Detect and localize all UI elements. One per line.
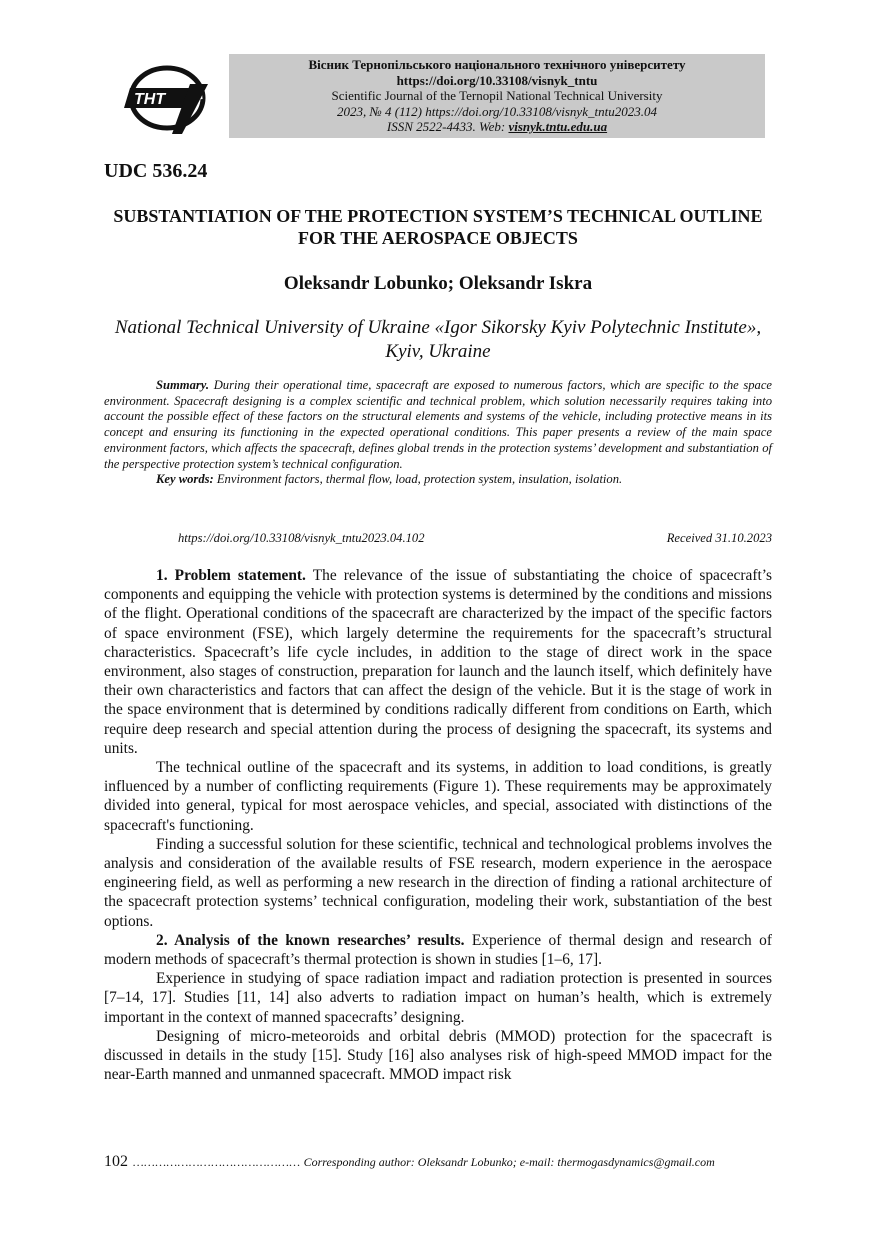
corresponding-author: Corresponding author: Oleksandr Lobunko; e-mail: thermogasdynamics@gmail.com [303, 1155, 715, 1169]
paper-authors: Oleksandr Lobunko; Oleksandr Iskra [283, 273, 593, 294]
author-affiliation: National Technical University of Ukraine «Igor Sikorsky Kyiv Polytechnic Institute», Kyiv, Ukraine [114, 317, 762, 362]
article-doi[interactable]: https://doi.org/10.33108/visnyk_tntu2023.04.102 [178, 531, 425, 545]
paragraph: Finding a successful solution for these scientific, technical and technological problems involves the analysis and consideration of the available results of FSE research, modern experience in the aerospace engineering field, as well as performing a new research in the direction of finding a rational architecture of the spacecraft protection systems’ technical configuration, modeling their work, substantiation of the best options. [104, 835, 772, 930]
section-heading: 1. Problem statement. [156, 567, 306, 584]
journal-web-link[interactable]: visnyk.tntu.edu.ua [508, 119, 608, 134]
article-doi-line [178, 531, 772, 546]
summary-label: Summary. [156, 378, 210, 392]
paragraph-text: The relevance of the issue of substantiating the choice of spacecraft’s components and equipping the vehicle with protection systems is determined by the conditions and missions of the flight. Operational conditions of the spacecraft are characterized by the impact of the specific factors of space environment (FSE), which largely determine the requirements for the spacecraft’s structural characteristics. Spacecraft’s life cycle includes, in addition to the stage of direct work in the space environment, also stages of construction, preparation for launch and the launch itself, which definitely have their own characteristics and factors that can affect the design of the vehicle. But it is the stage of work in the space environment that is determined by conditions radically different from conditions on Earth, which require deep research and special attention during the process of designing the spacecraft, its systems and units. [104, 567, 773, 757]
logo-text: ТНТ [134, 91, 166, 108]
paragraph: Experience in studying of space radiation impact and radiation protection is presented in sources [7–14, 17]. Studies [11, 14] also adverts to radiation impact on human’s health, which is extremely important in the context of manned spacecrafts’ designing. [104, 970, 772, 1026]
keywords-label: Key words: [156, 472, 214, 487]
udc-code: UDC 536.24 [104, 160, 208, 182]
section-heading: 2. Analysis of the known researches’ results. [156, 931, 465, 949]
footer-dots: ……………………………………… [133, 1155, 301, 1169]
journal-doi-ua: https://doi.org/10.33108/visnyk_tntu [396, 72, 598, 88]
paragraph: Designing of micro-meteoroids and orbital debris (MMOD) protection for the spacecraft is discussed in details in the study [15]. Study [16] also analyses risk of high-speed MMOD impact for the near-Earth manned and unmanned spacecraft. MMOD impact risk [104, 1027, 772, 1084]
journal-issue: 2023, № 4 (112) https://doi.org/10.33108/visnyk_tntu2023.04 [337, 103, 657, 119]
journal-header [229, 54, 765, 138]
journal-title-en: Scientific Journal of the Ternopil National Technical University [331, 88, 663, 103]
issn-text: ISSN 2522-4433. Web: [386, 119, 509, 134]
journal-logo [124, 58, 210, 138]
abstract [104, 378, 772, 488]
keywords-text: Environment factors, thermal flow, load, protection system, insulation, isolation. [213, 472, 623, 487]
paragraph [104, 566, 772, 758]
page-number: 102 [104, 1153, 128, 1170]
received-date: Received 31.10.2023 [666, 531, 772, 545]
paper-title: SUBSTANTIATION OF THE PROTECTION SYSTEM’S TECHNICAL OUTLINE FOR THE AEROSPACE OBJECTS [113, 206, 763, 248]
paragraph [104, 931, 772, 969]
page-footer [104, 1153, 772, 1171]
paragraph: The technical outline of the spacecraft and its systems, in addition to load conditions, is greatly influenced by a number of conflicting requirements (Figure 1). These requirements may be approximately divided into general, typical for most aerospace vehicles, and special, associated with distinctions of the spacecraft's functioning. [104, 759, 772, 834]
summary-text: During their operational time, spacecraft are exposed to numerous factors, which are specific to the space environment. Spacecraft designing is a complex scientific and technical problem, which solution necessarily requires taking into account the possible effect of these factors on the structural elements and systems of the vehicle, including protective means in its concept and ensuring its functioning in the expected operational conditions. This paper presents a review of the main space environment factors, which affects the spacecraft, defines global trends in the protection systems’ development and substantiation of the perspective protection system’s technical configuration. [104, 378, 772, 471]
journal-title-ua: Вісник Тернопільського національного технічного університету [308, 57, 686, 72]
paragraph-text: Experience of thermal design and research of modern methods of spacecraft’s thermal protection is shown in studies [1–6, 17]. [104, 931, 772, 969]
journal-issn [229, 119, 765, 135]
article-body [104, 566, 772, 1084]
